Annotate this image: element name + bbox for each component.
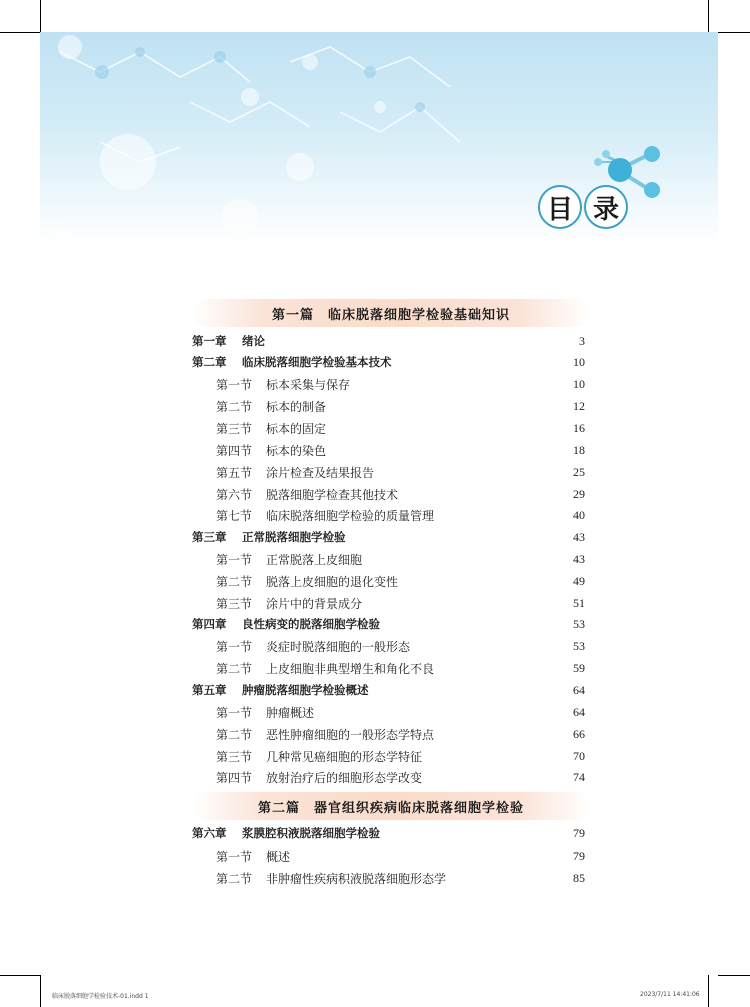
page-number: 40: [573, 507, 585, 522]
chapter-title: 肿瘤脱落细胞学检验概述: [242, 683, 369, 697]
page-number: 12: [573, 398, 585, 413]
crop-mark: [718, 975, 750, 976]
section-title: 正常脱落上皮细胞: [266, 552, 363, 567]
section-title: 涂片中的背景成分: [266, 596, 363, 611]
page-number: 79: [573, 848, 585, 863]
page-number: 66: [573, 726, 585, 741]
page-number: 59: [573, 660, 585, 675]
section-title: 脱落上皮细胞的退化变性: [266, 574, 399, 589]
chapter-label: 第四章: [192, 617, 227, 631]
toc-section-row[interactable]: [192, 702, 585, 722]
section-label: 第一节: [216, 705, 253, 720]
chapter-title: 正常脱落细胞学检验: [242, 530, 346, 544]
crop-mark: [40, 975, 41, 1007]
toc-section-row[interactable]: [192, 593, 585, 613]
toc-chapter-row[interactable]: [192, 614, 585, 634]
chapter-label: 第五章: [192, 683, 227, 697]
page-number: 53: [573, 638, 585, 653]
page-number: 10: [573, 354, 585, 369]
section-label: 第三节: [216, 749, 253, 764]
chapter-label: 第三章: [192, 530, 227, 544]
section-label: 第六节: [216, 487, 253, 502]
page-number: 85: [573, 870, 585, 885]
page-number: 3: [579, 333, 585, 348]
section-label: 第三节: [216, 421, 253, 436]
page-number: 70: [573, 748, 585, 763]
toc-section-row[interactable]: [192, 484, 585, 504]
section-label: 第二节: [216, 661, 253, 676]
page-number: 49: [573, 573, 585, 588]
section-label: 第二节: [216, 399, 253, 414]
page-number: 43: [573, 529, 585, 544]
title-char-mu: 目: [538, 185, 582, 229]
page-number: 16: [573, 420, 585, 435]
section-label: 第二节: [216, 871, 253, 886]
toc-chapter-row[interactable]: [192, 352, 585, 372]
page-number: 18: [573, 442, 585, 457]
toc-section-row[interactable]: [192, 505, 585, 525]
crop-mark: [0, 975, 40, 976]
part-header: 第二篇 器官组织疾病临床脱落细胞学检验: [192, 792, 590, 820]
page-number: 79: [573, 825, 585, 840]
chapter-title: 浆膜腔积液脱落细胞学检验: [242, 826, 380, 840]
toc-chapter-row[interactable]: [192, 680, 585, 700]
section-title: 上皮细胞非典型增生和角化不良: [266, 661, 435, 676]
part-header: 第一篇 临床脱落细胞学检验基础知识: [192, 299, 590, 327]
crop-mark: [0, 32, 40, 33]
page-number: 64: [573, 704, 585, 719]
page-number: 64: [573, 682, 585, 697]
chapter-label: 第六章: [192, 826, 227, 840]
section-label: 第二节: [216, 574, 253, 589]
toc-section-row[interactable]: [192, 374, 585, 394]
toc-title: [538, 185, 628, 229]
section-label: 第五节: [216, 465, 253, 480]
chapter-title: 临床脱落细胞学检验基本技术: [242, 355, 392, 369]
toc-chapter-row[interactable]: [192, 527, 585, 547]
section-label: 第四节: [216, 443, 253, 458]
page-number: 29: [573, 486, 585, 501]
page-number: 10: [573, 376, 585, 391]
section-label: 第四节: [216, 770, 253, 785]
toc-section-row[interactable]: [192, 462, 585, 482]
section-title: 放射治疗后的细胞形态学改变: [266, 770, 423, 785]
toc-section-row[interactable]: [192, 724, 585, 744]
section-label: 第二节: [216, 727, 253, 742]
section-title: 涂片检查及结果报告: [266, 465, 375, 480]
chapter-label: 第二章: [192, 355, 227, 369]
section-title: 标本的制备: [266, 399, 327, 414]
toc-chapter-row[interactable]: [192, 823, 585, 843]
page-number: 53: [573, 616, 585, 631]
section-label: 第一节: [216, 377, 253, 392]
crop-mark: [708, 975, 709, 1007]
section-title: 肿瘤概述: [266, 705, 315, 720]
page-number: 51: [573, 595, 585, 610]
page-number: 74: [573, 769, 585, 784]
section-title: 炎症时脱落细胞的一般形态: [266, 639, 411, 654]
toc-section-row[interactable]: [192, 658, 585, 678]
section-title: 临床脱落细胞学检验的质量管理: [266, 508, 435, 523]
chapter-title: 绪论: [242, 334, 265, 348]
toc-section-row[interactable]: [192, 440, 585, 460]
chapter-title: 良性病变的脱落细胞学检验: [242, 617, 380, 631]
section-label: 第七节: [216, 508, 253, 523]
section-label: 第三节: [216, 596, 253, 611]
chapter-label: 第一章: [192, 334, 227, 348]
section-title: 非肿瘤性疾病积液脱落细胞形态学: [266, 871, 447, 886]
toc-section-row[interactable]: [192, 846, 585, 866]
toc-section-row[interactable]: [192, 636, 585, 656]
section-label: 第一节: [216, 849, 253, 864]
footer-timestamp: 2023/7/11 14:41:06: [640, 991, 700, 998]
toc-section-row[interactable]: [192, 868, 585, 888]
section-label: 第一节: [216, 639, 253, 654]
section-title: 几种常见癌细胞的形态学特征: [266, 749, 423, 764]
toc-chapter-row[interactable]: [192, 331, 585, 351]
toc-section-row[interactable]: [192, 767, 585, 787]
section-title: 概述: [266, 849, 291, 864]
toc-section-row[interactable]: [192, 549, 585, 569]
section-title: 恶性肿瘤细胞的一般形态学特点: [266, 727, 435, 742]
toc-section-row[interactable]: [192, 571, 585, 591]
page-number: 25: [573, 464, 585, 479]
crop-mark: [708, 0, 709, 32]
toc-section-row[interactable]: [192, 418, 585, 438]
crop-mark: [40, 0, 41, 32]
section-title: 标本的染色: [266, 443, 327, 458]
crop-mark: [718, 32, 750, 33]
section-title: 标本采集与保存: [266, 377, 351, 392]
toc-section-row[interactable]: [192, 396, 585, 416]
section-title: 标本的固定: [266, 421, 327, 436]
section-label: 第一节: [216, 552, 253, 567]
footer-filename: 临床脱落细胞学检验技术-01.indd 1: [52, 993, 149, 1000]
section-title: 脱落细胞学检查其他技术: [266, 487, 399, 502]
toc-section-row[interactable]: [192, 746, 585, 766]
title-char-lu: 录: [584, 185, 628, 229]
page-number: 43: [573, 551, 585, 566]
